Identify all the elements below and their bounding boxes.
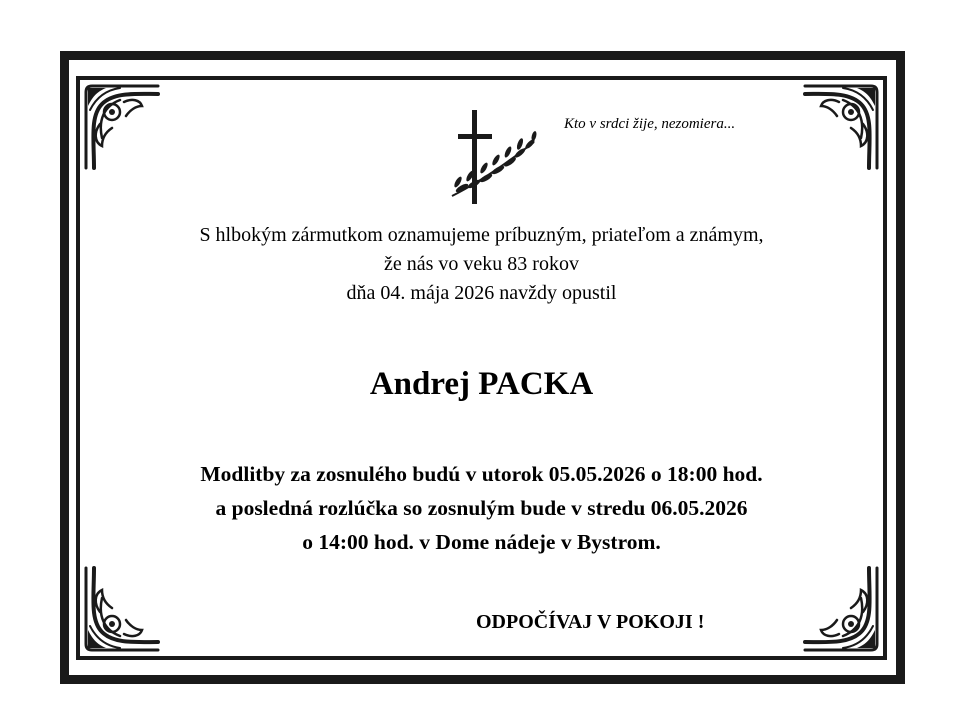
ornamental-corner-icon <box>803 566 883 656</box>
intro-line: dňa 04. mája 2026 navždy opustil <box>346 282 617 304</box>
deceased-name: Andrej PACKA <box>369 366 594 402</box>
ornamental-corner-icon <box>80 80 160 170</box>
ceremony-line: o 14:00 hod. v Dome nádeje v Bystrom. <box>302 530 661 554</box>
closing-phrase: ODPOČÍVAJ V POKOJI ! <box>476 611 705 633</box>
ceremony-details <box>80 457 883 559</box>
intro-line: že nás vo veku 83 rokov <box>384 253 579 275</box>
announcement-intro <box>80 221 883 308</box>
ornamental-corner-icon <box>803 80 883 170</box>
ceremony-line: Modlitby za zosnulého budú v utorok 05.05.2026 o 18:00 hod. <box>200 462 763 486</box>
ornamental-corner-icon <box>80 566 160 656</box>
intro-line: S hlbokým zármutkom oznamujeme príbuzným, priateľom a známym, <box>199 224 764 246</box>
cross-with-wheat-icon <box>448 108 542 208</box>
ceremony-line: a posledná rozlúčka so zosnulým bude v stredu 06.05.2026 <box>215 496 748 520</box>
motto: Kto v srdci žije, nezomiera... <box>564 116 736 132</box>
